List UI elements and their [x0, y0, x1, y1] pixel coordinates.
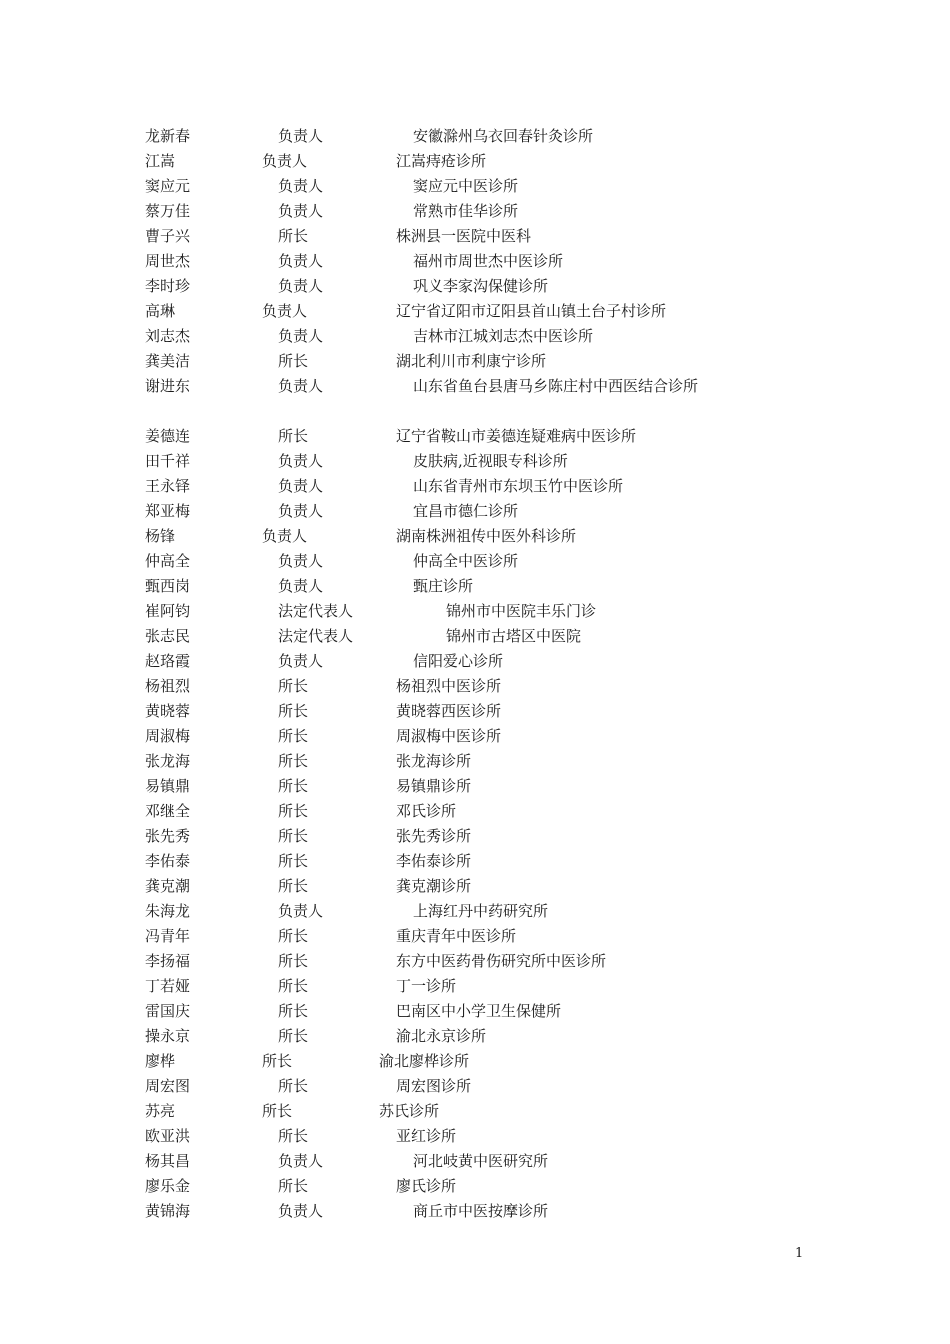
list-item [145, 174, 845, 199]
list-item [145, 499, 845, 524]
entry-role: 负责人 [278, 127, 324, 145]
entry-name: 江嵩 [145, 152, 176, 170]
entry-role: 所长 [278, 827, 309, 845]
entry-name: 杨祖烈 [145, 677, 191, 695]
entry-name: 郑亚梅 [145, 502, 191, 520]
entry-name: 周世杰 [145, 252, 191, 270]
entry-name: 欧亚洪 [145, 1127, 191, 1145]
entry-role: 所长 [278, 227, 309, 245]
entry-role: 所长 [262, 1052, 293, 1070]
entry-role: 负责人 [278, 577, 324, 595]
entry-organization: 苏氏诊所 [379, 1102, 440, 1120]
entry-role: 法定代表人 [278, 602, 354, 620]
entry-organization: 龚克潮诊所 [396, 877, 472, 895]
list-item [145, 924, 845, 949]
entry-role: 所长 [278, 1177, 309, 1195]
entry-name: 蔡万佳 [145, 202, 191, 220]
list-item [145, 474, 845, 499]
entry-organization: 东方中医药骨伤研究所中医诊所 [396, 952, 607, 970]
entry-organization: 仲高全中医诊所 [413, 552, 519, 570]
entry-role: 负责人 [278, 652, 324, 670]
entry-name: 李时珍 [145, 277, 191, 295]
entry-name: 李扬福 [145, 952, 191, 970]
entry-organization: 周淑梅中医诊所 [396, 727, 502, 745]
entry-role: 所长 [262, 1102, 293, 1120]
list-item [145, 949, 845, 974]
entry-role: 所长 [278, 927, 309, 945]
entry-role: 法定代表人 [278, 627, 354, 645]
list-item [145, 324, 845, 349]
entry-organization: 辽宁省鞍山市姜德连疑难病中医诊所 [396, 427, 637, 445]
list-item [145, 899, 845, 924]
list-item [145, 274, 845, 299]
list-item [145, 599, 845, 624]
list-item [145, 224, 845, 249]
list-item [145, 1174, 845, 1199]
entry-name: 苏亮 [145, 1102, 176, 1120]
entry-organization: 巴南区中小学卫生保健所 [396, 1002, 562, 1020]
entry-role: 所长 [278, 1077, 309, 1095]
entry-organization: 甄庄诊所 [413, 577, 474, 595]
entry-organization: 窦应元中医诊所 [413, 177, 519, 195]
entry-organization: 商丘市中医按摩诊所 [413, 1202, 549, 1220]
list-item [145, 449, 845, 474]
entry-name: 邓继全 [145, 802, 191, 820]
entry-role: 负责人 [278, 177, 324, 195]
entry-role: 所长 [278, 852, 309, 870]
entry-name: 易镇鼎 [145, 777, 191, 795]
list-item [145, 199, 845, 224]
entry-organization: 山东省鱼台县唐马乡陈庄村中西医结合诊所 [413, 377, 699, 395]
entry-name: 曹子兴 [145, 227, 191, 245]
list-item [145, 624, 845, 649]
entry-name: 田千祥 [145, 452, 191, 470]
entry-organization: 李佑泰诊所 [396, 852, 472, 870]
list-item [145, 374, 845, 399]
entry-organization: 巩义李家沟保健诊所 [413, 277, 549, 295]
entry-role: 负责人 [278, 202, 324, 220]
entry-role: 所长 [278, 677, 309, 695]
list-item [145, 424, 845, 449]
list-item [145, 824, 845, 849]
entry-name: 谢进东 [145, 377, 191, 395]
list-item [145, 649, 845, 674]
list-item [145, 299, 845, 324]
list-item [145, 849, 845, 874]
entry-organization: 株洲县一医院中医科 [396, 227, 532, 245]
entry-name: 操永京 [145, 1027, 191, 1045]
entry-name: 冯青年 [145, 927, 191, 945]
entry-role: 所长 [278, 1127, 309, 1145]
blank-line [145, 399, 845, 424]
entry-role: 负责人 [278, 477, 324, 495]
list-item [145, 574, 845, 599]
entry-name: 周宏图 [145, 1077, 191, 1095]
entry-role: 负责人 [278, 277, 324, 295]
entry-role: 负责人 [278, 252, 324, 270]
list-item [145, 999, 845, 1024]
list-item [145, 1049, 845, 1074]
entry-role: 负责人 [278, 377, 324, 395]
entry-name: 高琳 [145, 302, 176, 320]
entry-name: 龙新春 [145, 127, 191, 145]
entry-name: 张龙海 [145, 752, 191, 770]
entry-role: 负责人 [278, 1152, 324, 1170]
entry-name: 甄西岗 [145, 577, 191, 595]
entry-role: 负责人 [278, 552, 324, 570]
entry-organization: 周宏图诊所 [396, 1077, 472, 1095]
entry-name: 朱海龙 [145, 902, 191, 920]
list-item [145, 149, 845, 174]
entry-name: 雷国庆 [145, 1002, 191, 1020]
entry-role: 所长 [278, 1002, 309, 1020]
entry-name: 刘志杰 [145, 327, 191, 345]
entry-organization: 信阳爱心诊所 [413, 652, 504, 670]
entry-organization: 锦州市中医院丰乐门诊 [446, 602, 597, 620]
entry-role: 所长 [278, 877, 309, 895]
entry-role: 所长 [278, 752, 309, 770]
entry-name: 张志民 [145, 627, 191, 645]
entry-organization: 渝北永京诊所 [396, 1027, 487, 1045]
entry-role: 负责人 [278, 327, 324, 345]
entry-name: 龚克潮 [145, 877, 191, 895]
entry-role: 所长 [278, 802, 309, 820]
entry-organization: 渝北廖桦诊所 [379, 1052, 470, 1070]
entry-organization: 锦州市古塔区中医院 [446, 627, 582, 645]
entry-role: 所长 [278, 1027, 309, 1045]
list-item [145, 874, 845, 899]
list-item [145, 1074, 845, 1099]
entry-organization: 常熟市佳华诊所 [413, 202, 519, 220]
entry-name: 姜德连 [145, 427, 191, 445]
list-item [145, 699, 845, 724]
entry-organization: 湖北利川市利康宁诊所 [396, 352, 547, 370]
entry-name: 廖乐金 [145, 1177, 191, 1195]
entry-role: 所长 [278, 727, 309, 745]
list-item [145, 799, 845, 824]
entry-role: 负责人 [262, 302, 308, 320]
list-item [145, 774, 845, 799]
list-item [145, 549, 845, 574]
list-item [145, 974, 845, 999]
entry-organization: 辽宁省辽阳市辽阳县首山镇土台子村诊所 [396, 302, 667, 320]
entry-name: 王永铎 [145, 477, 191, 495]
entry-organization: 皮肤病,近视眼专科诊所 [413, 452, 568, 470]
entry-role: 负责人 [262, 152, 308, 170]
entry-organization: 宜昌市德仁诊所 [413, 502, 519, 520]
list-item [145, 674, 845, 699]
entry-name: 周淑梅 [145, 727, 191, 745]
entry-organization: 杨祖烈中医诊所 [396, 677, 502, 695]
entry-role: 负责人 [262, 527, 308, 545]
entry-role: 负责人 [278, 1202, 324, 1220]
list-item [145, 524, 845, 549]
list-item [145, 1099, 845, 1124]
entry-organization: 福州市周世杰中医诊所 [413, 252, 564, 270]
entry-organization: 张先秀诊所 [396, 827, 472, 845]
entry-organization: 江嵩痔疮诊所 [396, 152, 487, 170]
entry-name: 窦应元 [145, 177, 191, 195]
entry-name: 李佑泰 [145, 852, 191, 870]
entry-organization: 亚红诊所 [396, 1127, 457, 1145]
entry-name: 黄锦海 [145, 1202, 191, 1220]
entry-organization: 邓氏诊所 [396, 802, 457, 820]
entry-name: 崔阿钧 [145, 602, 191, 620]
entry-organization: 河北岐黄中医研究所 [413, 1152, 549, 1170]
list-item [145, 349, 845, 374]
entry-name: 赵珞霞 [145, 652, 191, 670]
list-item [145, 1149, 845, 1174]
entry-organization: 易镇鼎诊所 [396, 777, 472, 795]
page-number: 1 [795, 1246, 804, 1261]
entry-role: 所长 [278, 702, 309, 720]
entry-organization: 张龙海诊所 [396, 752, 472, 770]
list-item [145, 249, 845, 274]
entry-name: 龚美洁 [145, 352, 191, 370]
entry-role: 所长 [278, 777, 309, 795]
entry-name: 杨其昌 [145, 1152, 191, 1170]
entry-list [145, 124, 845, 1224]
entry-role: 所长 [278, 352, 309, 370]
list-item [145, 1024, 845, 1049]
entry-role: 所长 [278, 427, 309, 445]
entry-role: 负责人 [278, 502, 324, 520]
entry-role: 负责人 [278, 452, 324, 470]
entry-organization: 丁一诊所 [396, 977, 457, 995]
entry-name: 杨锋 [145, 527, 176, 545]
list-item [145, 1124, 845, 1149]
entry-name: 张先秀 [145, 827, 191, 845]
entry-organization: 安徽滁州乌衣回春针灸诊所 [413, 127, 594, 145]
entry-organization: 廖氏诊所 [396, 1177, 457, 1195]
list-item [145, 1199, 845, 1224]
entry-role: 负责人 [278, 902, 324, 920]
entry-organization: 重庆青年中医诊所 [396, 927, 517, 945]
entry-role: 所长 [278, 952, 309, 970]
list-item [145, 749, 845, 774]
entry-organization: 山东省青州市东坝玉竹中医诊所 [413, 477, 624, 495]
entry-name: 黄晓蓉 [145, 702, 191, 720]
entry-name: 丁若娅 [145, 977, 191, 995]
entry-organization: 黄晓蓉西医诊所 [396, 702, 502, 720]
list-item [145, 724, 845, 749]
entry-role: 所长 [278, 977, 309, 995]
entry-name: 仲高全 [145, 552, 191, 570]
entry-organization: 上海红丹中药研究所 [413, 902, 549, 920]
entry-organization: 湖南株洲祖传中医外科诊所 [396, 527, 577, 545]
entry-name: 廖桦 [145, 1052, 176, 1070]
entry-organization: 吉林市江城刘志杰中医诊所 [413, 327, 594, 345]
list-item [145, 124, 845, 149]
